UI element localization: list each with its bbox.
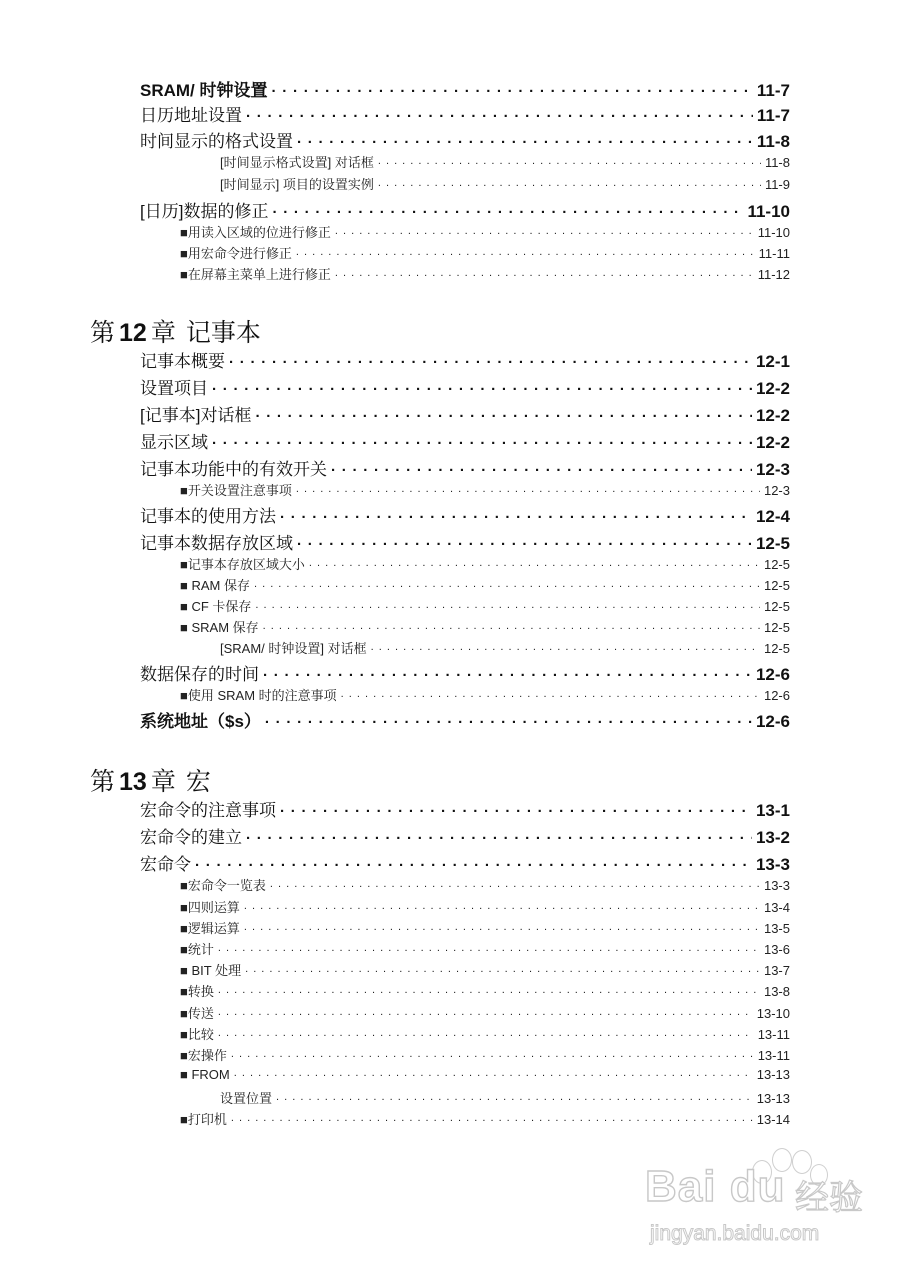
toc-entry[interactable]	[220, 174, 790, 194]
toc-entry-page: 13-4	[763, 900, 790, 915]
toc-entry[interactable]	[140, 127, 790, 151]
toc-entry[interactable]	[180, 1109, 790, 1129]
dot-leader	[280, 799, 752, 816]
chapter-prefix: 第	[90, 319, 116, 347]
toc-entry[interactable]	[140, 455, 790, 479]
toc-entry-page: 12-2	[755, 406, 790, 425]
toc-entry[interactable]	[140, 374, 790, 398]
dot-leader	[195, 853, 752, 870]
toc-entry-page: 12-2	[755, 379, 790, 398]
toc-entry[interactable]	[180, 1003, 790, 1023]
dot-leader	[254, 577, 760, 590]
toc-entry-label: 时间显示的格式设置	[140, 132, 293, 151]
toc-entry-label: ■ CF 卡保存	[180, 599, 252, 614]
toc-entry-page: 12-5	[763, 578, 790, 593]
toc-entry[interactable]	[180, 685, 790, 705]
toc-entry-label: ■统计	[180, 942, 214, 957]
toc-entry[interactable]	[180, 918, 790, 938]
dot-leader	[218, 1005, 753, 1018]
dot-leader	[335, 224, 754, 237]
toc-entry[interactable]	[140, 101, 790, 125]
dot-leader	[378, 176, 761, 189]
watermark-logo-cn: 经验	[795, 1179, 863, 1217]
toc-entry-page: 12-5	[763, 599, 790, 614]
toc-entry-page: 12-5	[763, 641, 790, 656]
toc-entry-page: 12-3	[763, 483, 790, 498]
toc-entry-page: 12-6	[755, 712, 790, 731]
dot-leader	[335, 266, 754, 279]
toc-entry[interactable]	[180, 264, 790, 284]
chapter-number: 12	[119, 319, 147, 347]
toc-entry-page: 13-7	[763, 963, 790, 978]
toc-entry-page: 11-9	[764, 177, 790, 192]
toc-entry[interactable]	[140, 707, 790, 731]
dot-leader	[244, 899, 760, 912]
dot-leader	[296, 245, 755, 258]
dot-leader	[218, 1026, 754, 1039]
dot-leader	[212, 377, 752, 394]
dot-leader	[263, 663, 752, 680]
toc-entry-page: 13-5	[763, 921, 790, 936]
toc-entry-page: 12-5	[763, 620, 790, 635]
toc-entry-label: SRAM/ 时钟设置	[140, 81, 268, 100]
toc-entry[interactable]	[220, 152, 790, 172]
watermark-url: jingyan.baidu.com	[650, 1222, 820, 1245]
toc-entry-page: 12-6	[763, 688, 790, 703]
toc-entry[interactable]	[140, 76, 790, 100]
toc-entry-page: 13-11	[757, 1048, 790, 1063]
toc-entry-label: 设置位置	[220, 1091, 273, 1106]
toc-entry-label: 记事本数据存放区域	[140, 534, 293, 553]
toc-entry-label: ■转换	[180, 984, 214, 999]
dot-leader	[263, 619, 760, 632]
toc-entry[interactable]	[140, 401, 790, 425]
toc-entry-page: 12-5	[755, 534, 790, 553]
toc-entry-label: ■ BIT 处理	[180, 963, 242, 978]
dot-leader	[276, 1090, 753, 1103]
toc-entry-label: [记事本]对话框	[140, 406, 252, 425]
toc-entry-page: 11-10	[757, 225, 790, 240]
chapter-heading	[90, 762, 211, 798]
dot-leader	[371, 640, 760, 653]
toc-entry-label: ■用宏命令进行修正	[180, 246, 292, 261]
toc-entry[interactable]	[180, 596, 790, 616]
toc-entry-label: 日历地址设置	[140, 106, 242, 125]
dot-leader	[272, 79, 753, 96]
chapter-title: 宏	[185, 768, 211, 796]
toc-entry[interactable]	[220, 1088, 790, 1108]
chapter-prefix: 第	[90, 768, 116, 796]
toc-entry-label: 设置项目	[140, 379, 208, 398]
toc-entry-label: 显示区域	[140, 433, 208, 452]
chapter-title: 记事本	[185, 319, 261, 347]
toc-entry[interactable]	[140, 428, 790, 452]
toc-entry[interactable]	[180, 554, 790, 574]
toc-entry-page: 13-10	[756, 1006, 790, 1021]
toc-entry-label: 记事本的使用方法	[140, 507, 276, 526]
toc-entry-page: 13-6	[763, 942, 790, 957]
toc-entry-page: 11-8	[756, 132, 790, 151]
toc-entry[interactable]	[140, 823, 790, 847]
dot-leader	[245, 962, 760, 975]
toc-entry[interactable]	[180, 939, 790, 959]
toc-entry[interactable]	[180, 875, 790, 895]
toc-entry-page: 13-3	[763, 878, 790, 893]
toc-entry-page: 12-4	[755, 507, 790, 526]
chapter-suffix: 章	[150, 319, 176, 347]
toc-entry-label: ■ FROM	[180, 1067, 230, 1082]
toc-entry-page: 13-14	[756, 1112, 790, 1127]
toc-entry-page: 12-2	[755, 433, 790, 452]
toc-entry-page: 12-5	[763, 557, 790, 572]
toc-entry[interactable]	[140, 347, 790, 371]
toc-entry-label: ■ SRAM 保存	[180, 620, 259, 635]
dot-leader	[246, 104, 753, 121]
toc-entry-label: 数据保存的时间	[140, 665, 259, 684]
toc-entry[interactable]	[180, 981, 790, 1001]
dot-leader	[378, 154, 761, 167]
dot-leader	[280, 505, 752, 522]
toc-entry-label: ■宏操作	[180, 1048, 227, 1063]
baidu-jingyan-watermark	[640, 1140, 880, 1250]
dot-leader	[234, 1066, 753, 1079]
toc-entry-page: 11-12	[757, 267, 790, 282]
dot-leader	[297, 130, 753, 147]
toc-entry[interactable]	[180, 1024, 790, 1044]
dot-leader	[265, 710, 752, 727]
toc-entry-label: [日历]数据的修正	[140, 202, 269, 221]
toc-entry-page: 11-7	[756, 106, 790, 125]
dot-leader	[218, 941, 760, 954]
toc-entry-page: 13-13	[756, 1091, 790, 1106]
toc-entry-label: [SRAM/ 时钟设置] 对话框	[220, 641, 367, 656]
dot-leader	[231, 1111, 753, 1124]
dot-leader	[255, 598, 760, 611]
toc-entry-label: ■使用 SRAM 时的注意事项	[180, 688, 337, 703]
dot-leader	[341, 687, 760, 700]
toc-entry[interactable]	[180, 243, 790, 263]
toc-entry-label: ■四则运算	[180, 900, 240, 915]
chapter-number: 13	[119, 768, 147, 796]
toc-entry[interactable]	[140, 529, 790, 553]
toc-entry[interactable]	[180, 480, 790, 500]
toc-entry-label: ■开关设置注意事项	[180, 483, 292, 498]
dot-leader	[297, 532, 752, 549]
toc-entry[interactable]	[180, 1045, 790, 1065]
toc-entry-label: [时间显示格式设置] 对话框	[220, 155, 374, 170]
dot-leader	[296, 482, 760, 495]
toc-entry-label: ■传送	[180, 1006, 214, 1021]
toc-entry-page: 11-7	[756, 81, 790, 100]
toc-entry-page: 13-3	[755, 855, 790, 874]
toc-entry-page: 13-11	[757, 1027, 790, 1042]
toc-entry[interactable]	[140, 796, 790, 820]
chapter-suffix: 章	[150, 768, 176, 796]
toc-entry-page: 12-6	[755, 665, 790, 684]
toc-entry-page: 11-11	[758, 246, 790, 261]
dot-leader	[244, 920, 760, 933]
dot-leader	[272, 200, 743, 217]
toc-entry[interactable]	[180, 897, 790, 917]
toc-entry[interactable]	[140, 850, 790, 874]
chapter-heading	[90, 313, 261, 349]
toc-entry[interactable]	[140, 502, 790, 526]
toc-entry[interactable]	[140, 660, 790, 684]
dot-leader	[255, 404, 752, 421]
toc-entry-label: 宏命令的注意事项	[140, 801, 276, 820]
dot-leader	[231, 1047, 754, 1060]
toc-entry[interactable]	[180, 575, 790, 595]
toc-entry-label: ■ RAM 保存	[180, 578, 250, 593]
dot-leader	[246, 826, 752, 843]
toc-entry-page: 12-1	[755, 352, 790, 371]
toc-entry-label: ■打印机	[180, 1112, 227, 1127]
toc-entry-label: ■用读入区域的位进行修正	[180, 225, 331, 240]
toc-entry[interactable]	[220, 638, 790, 658]
toc-entry-page: 13-13	[756, 1067, 790, 1082]
toc-entry-label: ■在屏幕主菜单上进行修正	[180, 267, 331, 282]
toc-entry-page: 13-2	[755, 828, 790, 847]
toc-entry-label: ■比较	[180, 1027, 214, 1042]
toc-entry-label: 宏命令	[140, 855, 191, 874]
toc-entry-page: 12-3	[755, 460, 790, 479]
toc-entry-page: 13-1	[755, 801, 790, 820]
toc-entry-label: [时间显示] 项目的设置实例	[220, 177, 374, 192]
dot-leader	[229, 350, 752, 367]
dot-leader	[309, 556, 760, 569]
toc-entry-label: ■宏命令一览表	[180, 878, 266, 893]
toc-entry[interactable]	[180, 1066, 790, 1086]
toc-entry-page: 13-8	[763, 984, 790, 999]
toc-entry-label: 系统地址（$s）	[140, 712, 261, 731]
toc-entry-label: 记事本功能中的有效开关	[140, 460, 327, 479]
toc-entry-label: ■记事本存放区域大小	[180, 557, 305, 572]
toc-entry[interactable]	[180, 960, 790, 980]
toc-entry-label: 宏命令的建立	[140, 828, 242, 847]
toc-entry[interactable]	[180, 617, 790, 637]
watermark-logo: Bai du	[645, 1162, 786, 1211]
toc-entry-label: 记事本概要	[140, 352, 225, 371]
toc-entry[interactable]	[180, 222, 790, 242]
dot-leader	[218, 983, 760, 996]
dot-leader	[270, 877, 760, 890]
dot-leader	[331, 458, 752, 475]
toc-entry-label: ■逻辑运算	[180, 921, 240, 936]
dot-leader	[212, 431, 752, 448]
toc-entry-page: 11-8	[764, 155, 790, 170]
toc-entry[interactable]	[140, 197, 790, 221]
toc-entry-page: 11-10	[747, 202, 790, 221]
